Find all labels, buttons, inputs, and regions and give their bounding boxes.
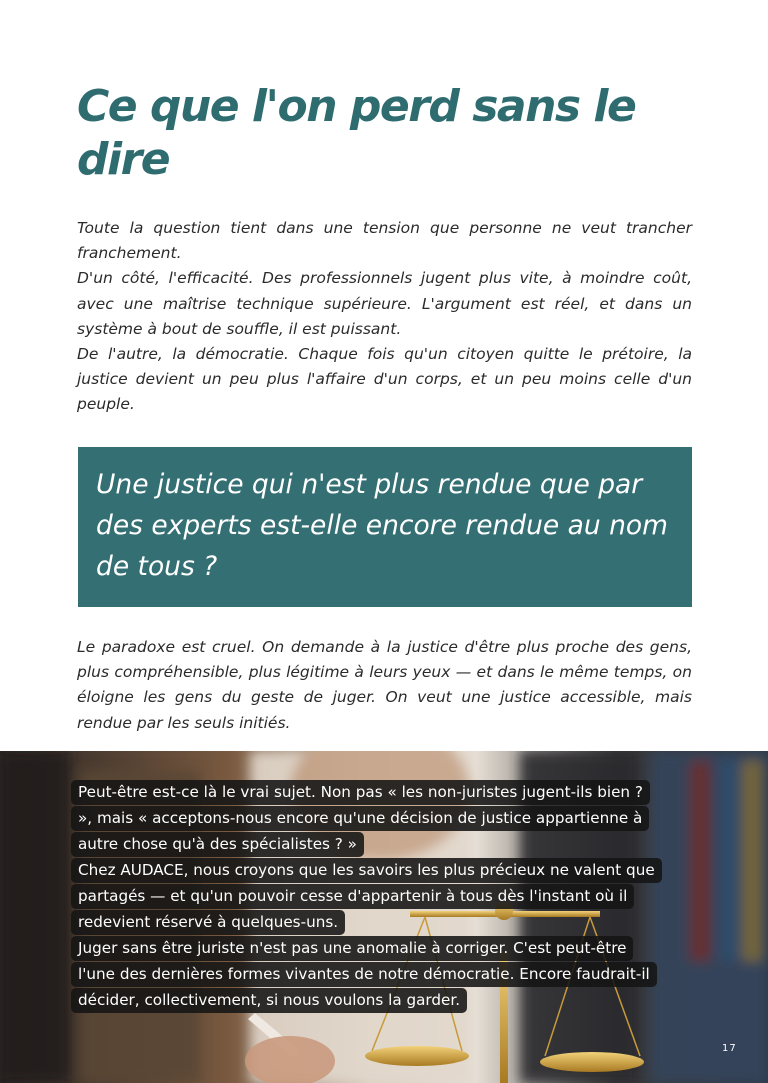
highlighted-line: autre chose qu'à des spécialistes ? » xyxy=(71,832,364,857)
highlighted-line: Peut-être est-ce là le vrai sujet. Non pas « les non-juristes jugent-ils bien ? xyxy=(71,780,650,805)
pull-quote: Une justice qui n'est plus rendue que par des experts est-elle encore rendue au nom de tous ? xyxy=(96,469,668,582)
intro-text xyxy=(77,216,692,418)
highlighted-line: l'une des dernières formes vivantes de notre démocratie. Encore faudrait-il xyxy=(71,962,657,987)
body-text xyxy=(77,635,692,736)
pull-quote-box xyxy=(78,447,692,607)
body-paragraph: Le paradoxe est cruel. On demande à la justice d'être plus proche des gens, plus compréhensible, plus légitime à leurs yeux — et dans le même temps, on éloigne les gens du geste de juger. On veut une justice accessible, mais rendue par les seuls initiés. xyxy=(77,638,692,732)
page-number: 17 xyxy=(722,1043,737,1054)
intro-paragraph: De l'autre, la démocratie. Chaque fois qu'un citoyen quitte le prétoire, la justice devient un peu plus l'affaire d'un corps, et un peu moins celle d'un peuple. xyxy=(77,345,692,414)
page-title: Ce que l'on perd sans le dire xyxy=(77,81,636,185)
highlighted-line: Chez AUDACE, nous croyons que les savoirs les plus précieux ne valent que xyxy=(71,858,662,883)
highlighted-line: redevient réservé à quelques-uns. xyxy=(71,910,345,935)
highlighted-line: », mais « acceptons-nous encore qu'une décision de justice appartienne à xyxy=(71,806,649,831)
intro-paragraph: Toute la question tient dans une tension que personne ne veut trancher franchement. xyxy=(77,219,692,263)
highlighted-line: décider, collectivement, si nous voulons la garder. xyxy=(71,988,467,1013)
intro-paragraph: D'un côté, l'efficacité. Des professionnels jugent plus vite, à moindre coût, avec une maîtrise technique supérieure. L'argument est réel, et dans un système à bout de souffle, il est puissant. xyxy=(77,269,692,338)
highlighted-line: Juger sans être juriste n'est pas une anomalie à corriger. C'est peut-être xyxy=(71,936,633,961)
highlighted-line: partagés — et qu'un pouvoir cesse d'appartenir à tous dès l'instant où il xyxy=(71,884,634,909)
highlighted-text-block xyxy=(71,780,721,1014)
